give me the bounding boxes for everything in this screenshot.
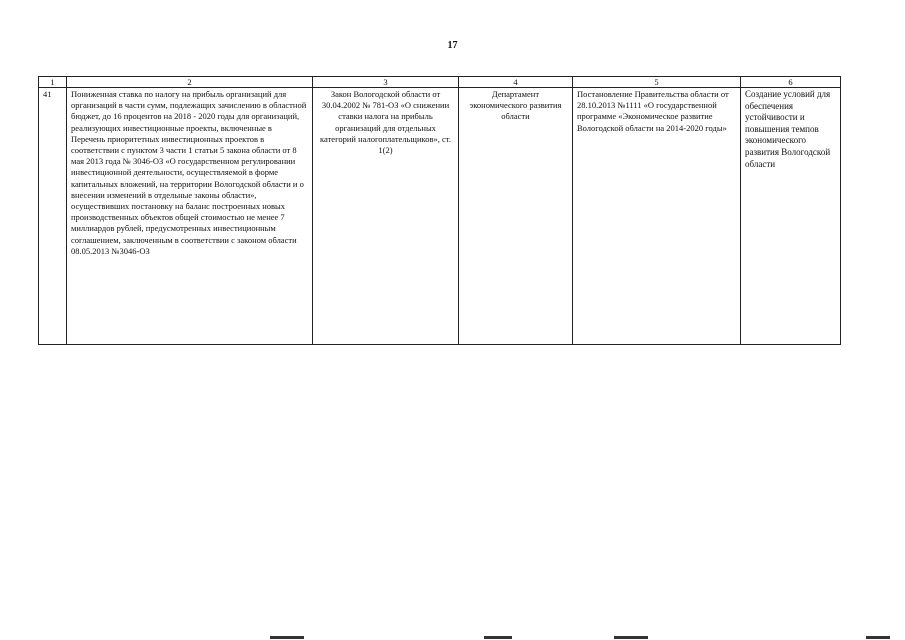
page-number: 17 — [447, 40, 458, 51]
tax-incentive-table — [38, 76, 841, 345]
goal-cell: Создание условий для обеспечения устойчивости и повышения темпов экономического развития Вологодской области — [741, 88, 841, 345]
column-header-1: 1 — [39, 77, 67, 88]
table-header-row — [39, 77, 841, 88]
scan-artifact — [484, 636, 512, 639]
column-header-5: 5 — [573, 77, 741, 88]
scan-artifact — [270, 636, 304, 639]
state-program-cell: Постановление Правительства области от 28.10.2013 №1111 «О государственной программе «Экономическое развитие Вологодской области на 2014-2020 годы» — [573, 88, 741, 345]
table-row — [39, 88, 841, 345]
responsible-department-cell: Департамент экономического развития области — [459, 88, 573, 345]
column-header-2: 2 — [67, 77, 313, 88]
column-header-6: 6 — [741, 77, 841, 88]
column-header-3: 3 — [313, 77, 459, 88]
scan-artifact — [614, 636, 648, 639]
measure-description-cell: Пониженная ставка по налогу на прибыль организаций для организаций в части сумм, подлежащих зачислению в областной бюджет, до 16 процентов на 2018 - 2020 годы для организаций, реализующих инвестиционные проекты, включенные в Перечень приоритетных инвестиционных проектов в соответствии с пунктом 3 части 1 статьи 5 закона области от 8 мая 2013 года № 3046-ОЗ «О государственном регулировании инвестиционной деятельности, осуществляемой в форме капитальных вложений, на территории Вологодской области и о внесении изменений в отдельные законы области», осуществивших постановку на баланс построенных новых производственных объектов общей стоимостью не менее 7 миллиардов рублей, предусмотренных инвестиционным соглашением, заключенным в соответствии с законом области 08.05.2013 №3046-ОЗ — [67, 88, 313, 345]
column-header-4: 4 — [459, 77, 573, 88]
scan-artifact — [866, 636, 890, 639]
row-number-cell: 41 — [39, 88, 67, 345]
legal-act-cell: Закон Вологодской области от 30.04.2002 № 781-ОЗ «О снижении ставки налога на прибыль организаций для отдельных категорий налогоплательщиков», ст. 1(2) — [313, 88, 459, 345]
